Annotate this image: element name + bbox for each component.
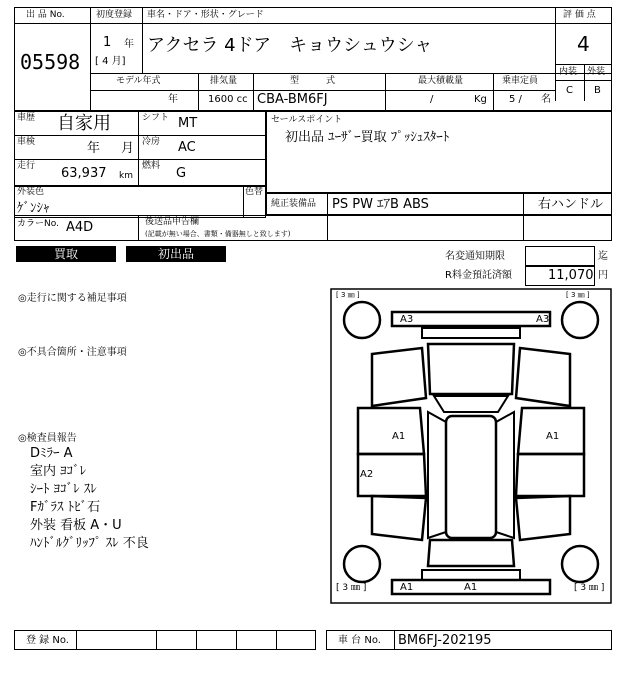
first-reg-year-unit: 年 xyxy=(124,39,134,50)
report-line: ｼｰﾄ ﾖｺﾞﾚ ｽﾚ xyxy=(30,482,97,497)
exterior-color-label: 外装色 xyxy=(17,187,45,197)
max-load-value: / xyxy=(430,94,434,105)
tire-depth-front-right: [ 3 ㎜ ] xyxy=(566,291,590,299)
shift-value: MT xyxy=(178,116,198,131)
recycle-unit: 円 xyxy=(598,270,608,281)
first-listing-badge: 初出品 xyxy=(126,246,226,262)
first-reg-month: [ 4 月] xyxy=(95,56,126,67)
damage-mark-rear-left: A1 xyxy=(400,582,414,593)
car-damage-diagram xyxy=(330,288,612,604)
driving-notes-label: ◎走行に関する補足事項 xyxy=(18,293,127,304)
report-line: 外装 看板 A・U xyxy=(30,518,122,533)
history-label: 車歴 xyxy=(17,113,36,123)
sales-point-label: セールスポイント xyxy=(271,115,343,125)
mileage-value: 63,937 xyxy=(61,166,107,181)
sales-point-text: 初出品 ﾕｰｻﾞｰ買取 ﾌﾟｯｼｭｽﾀｰﾄ xyxy=(285,130,450,145)
tire-depth-rear-right: [ 3 ㎜ ] xyxy=(574,583,605,593)
displacement-label: 排気量 xyxy=(210,76,238,86)
displacement-value: 1600 cc xyxy=(208,94,248,105)
damage-mark-front-right: A3 xyxy=(536,314,550,325)
report-line: ﾊﾝﾄﾞﾙｸﾞﾘｯﾌﾟ ｽﾚ 不良 xyxy=(30,536,149,551)
name-change-unit: 迄 xyxy=(598,251,608,262)
interior-grade: C xyxy=(566,85,573,96)
car-name: アクセラ 4ドア キョウシュウシャ xyxy=(147,35,433,56)
first-reg-year: 1 xyxy=(103,35,112,50)
model-year-label: モデル年式 xyxy=(116,76,161,86)
damage-mark-right-door: A1 xyxy=(546,431,560,442)
inspection-year-unit: 年 xyxy=(87,141,101,156)
tire-depth-front-left: [ 3 ㎜ ] xyxy=(336,291,360,299)
type-label: 型 式 xyxy=(290,76,336,86)
fuel-label: 燃料 xyxy=(142,161,161,171)
fuel-value: G xyxy=(176,166,187,181)
rating-label: 評 価 点 xyxy=(563,10,596,20)
type-value: CBA-BM6FJ xyxy=(257,92,328,107)
capacity-unit: 名 xyxy=(541,94,551,105)
inspection-month-unit: 月 xyxy=(121,141,135,156)
recycle-label: R料金預託済額 xyxy=(445,270,512,281)
lot-label: 出 品 No. xyxy=(26,10,65,20)
color-no-label: カラーNo. xyxy=(17,219,59,229)
exterior-color-box xyxy=(14,186,266,218)
report-line: 室内 ﾖｺﾞﾚ xyxy=(30,464,87,479)
mileage-unit: km xyxy=(119,171,133,181)
exterior-label: 外装 xyxy=(587,67,606,77)
exterior-color-value: ｹﾞﾝｼｬ xyxy=(17,201,50,216)
color-no-value: A4D xyxy=(66,220,94,235)
damage-mark-front-left: A3 xyxy=(400,314,414,325)
options-value: PS PW ｴｱB ABS xyxy=(332,197,429,212)
recycle-value: 11,070 xyxy=(548,268,594,283)
max-load-unit: Kg xyxy=(474,94,487,105)
damage-mark-rear-right: A1 xyxy=(464,582,478,593)
options-label: 純正装備品 xyxy=(271,199,317,209)
mileage-label: 走行 xyxy=(17,161,36,171)
report-line: Fｶﾞﾗｽ ﾄﾋﾞ石 xyxy=(30,500,101,515)
tire-depth-rear-left: [ 3 ㎜ ] xyxy=(336,583,367,593)
defects-notes-label: ◎不具合箇所・注意事項 xyxy=(18,347,127,358)
model-year-unit: 年 xyxy=(168,94,178,105)
damage-mark-left-rear: A2 xyxy=(360,469,374,480)
rating-score: 4 xyxy=(577,32,590,56)
color-change-label: 色替 xyxy=(245,187,264,197)
capacity-value: 5 / xyxy=(509,94,522,105)
damage-mark-left-door: A1 xyxy=(392,431,406,442)
inspection-label: 車検 xyxy=(17,137,36,147)
name-change-box xyxy=(525,246,595,266)
history-value: 自家用 xyxy=(57,113,111,134)
chassis-value: BM6FJ-202195 xyxy=(398,633,492,648)
capacity-label: 乗車定員 xyxy=(502,76,539,86)
docs-label: 後送品申告欄 xyxy=(145,217,200,227)
registration-label: 登 録 No. xyxy=(26,635,69,646)
car-name-label: 車名・ドア・形状・グレード xyxy=(147,10,264,20)
interior-label: 内装 xyxy=(559,67,578,77)
shift-label: シフト xyxy=(142,113,170,123)
name-change-label: 名変通知期限 xyxy=(445,251,505,262)
report-line: Dﾐﾗｰ A xyxy=(30,446,73,461)
details-left xyxy=(14,111,266,186)
max-load-label: 最大積載量 xyxy=(418,76,464,86)
car-outline-svg xyxy=(330,288,612,604)
exterior-grade: B xyxy=(594,85,601,96)
handle-value: 右ハンドル xyxy=(538,197,604,212)
ac-label: 冷房 xyxy=(142,137,161,147)
docs-note: (記載が無い場合、書類・備器無しと致します) xyxy=(145,230,291,238)
first-reg-label: 初度登録 xyxy=(96,10,133,20)
chassis-label: 車 台 No. xyxy=(338,635,381,646)
ac-value: AC xyxy=(178,140,196,155)
lot-number: 05598 xyxy=(20,50,81,74)
inspector-report-label: ◎検査員報告 xyxy=(18,433,77,444)
buy-badge: 買取 xyxy=(16,246,116,262)
